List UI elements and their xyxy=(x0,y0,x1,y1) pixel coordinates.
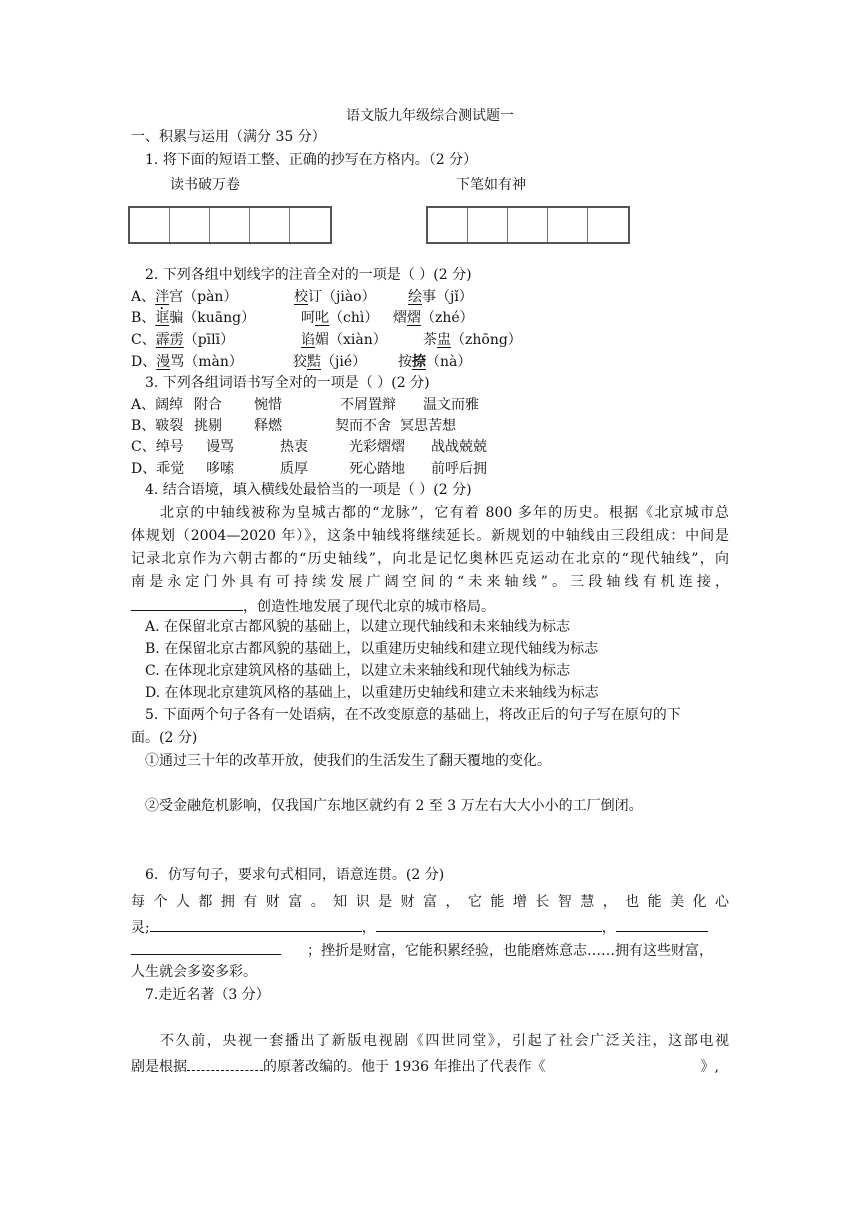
q4-option-a: A. 在保留北京古都风貌的基础上，以建立现代轴线和未来轴线为标志 xyxy=(145,619,571,635)
answer-blank[interactable] xyxy=(131,596,243,611)
word: 订（jiào） xyxy=(308,289,376,305)
q4-option-d: D. 在体现北京建筑风格的基础上，以重建历史轴线和建立未来轴线为标志 xyxy=(145,685,599,701)
word: 狡 xyxy=(293,354,307,370)
q3-row-d xyxy=(131,460,487,478)
underlined-char: 捺 xyxy=(412,354,426,370)
word: 熠 xyxy=(393,310,407,326)
q3-row-b xyxy=(131,417,456,435)
text: 剧是根据 xyxy=(131,1059,187,1075)
q4-option-c: C. 在体现北京建筑风格的基础上，以建立未来轴线和现代轴线为标志 xyxy=(145,663,571,679)
underlined-char: 诓 xyxy=(155,310,170,326)
word: 附合 xyxy=(194,397,222,413)
word: 哆嗦 xyxy=(206,461,234,477)
passage-line: 南是永定门外具有可持续发展广阔空间的“未来轴线”。三段轴线有机连接， xyxy=(131,574,729,590)
word: 前呼后拥 xyxy=(431,461,487,477)
word: 谩骂 xyxy=(206,439,234,455)
word: （zhé） xyxy=(421,310,474,326)
answer-blank[interactable] xyxy=(376,917,602,932)
option-prefix: C、 xyxy=(131,332,156,348)
underlined-char: 谄 xyxy=(301,332,315,348)
imitation-line-4: 人生就会多姿多彩。 xyxy=(131,964,257,980)
q2-option-d xyxy=(131,353,472,371)
underlined-char: 绘 xyxy=(408,289,422,305)
word: 死心踏地 xyxy=(349,461,405,477)
word: 惋惜 xyxy=(254,397,282,413)
option-prefix: B、 xyxy=(131,310,156,326)
grid-cell[interactable] xyxy=(290,208,330,242)
writing-grid-left[interactable] xyxy=(128,206,332,244)
word: A、阔绰 xyxy=(131,397,184,413)
answer-blank[interactable] xyxy=(150,917,362,932)
text: ， xyxy=(361,920,376,936)
phrase-right: 下笔如有神 xyxy=(456,177,526,193)
phrase-left: 读书破万卷 xyxy=(170,177,240,193)
word: 按 xyxy=(398,354,412,370)
q4-option-b: B. 在保留北京古都风貌的基础上，以重建历史轴线和建立现代轴线为标志 xyxy=(145,641,599,657)
passage-line: 体规划（2004—2020 年）》，这条中轴线将继续延长。新规划的中轴线由三段组成：中间是 xyxy=(131,528,729,544)
word: 质厚 xyxy=(280,461,308,477)
word: 热衷 xyxy=(280,439,308,455)
word: （chì） xyxy=(329,310,379,326)
word: （zhōng） xyxy=(451,332,522,348)
word: （pīlī） xyxy=(183,332,235,348)
author-blank[interactable] xyxy=(187,1056,263,1071)
q2-option-b xyxy=(131,309,474,327)
word: 骂（màn） xyxy=(170,354,243,370)
imitation-blanks-line xyxy=(131,917,731,937)
text: ；挫折是财富，它能积累经验，也能磨炼意志……拥有这些财富， xyxy=(307,943,713,959)
word: 温文而雅 xyxy=(423,397,479,413)
grid-cell[interactable] xyxy=(210,208,250,242)
option-prefix: D、 xyxy=(131,354,157,370)
word: （nà） xyxy=(426,354,472,370)
answer-blank[interactable] xyxy=(131,940,281,955)
faulty-sentence-2: ②受金融危机影响，仅我国广东地区就约有 2 至 3 万左右大大小小的工厂倒闭。 xyxy=(145,798,643,814)
text: 灵; xyxy=(131,920,150,936)
word: 呵 xyxy=(301,310,315,326)
underlined-char: 校 xyxy=(294,289,308,305)
text: ， xyxy=(601,920,616,936)
word: 冥思苦想 xyxy=(400,418,456,434)
word: 战战兢兢 xyxy=(431,439,487,455)
grid-cell[interactable] xyxy=(130,208,170,242)
word: 契而不舍 xyxy=(335,418,391,434)
grid-cell[interactable] xyxy=(428,208,468,242)
question-5-stem-cont: 面。(2 分) xyxy=(131,730,198,746)
grid-cell[interactable] xyxy=(170,208,210,242)
word: 骗（kuāng） xyxy=(169,310,256,326)
grid-cell[interactable] xyxy=(548,208,588,242)
underlined-char: 盅 xyxy=(437,332,451,348)
passage-text: ，创造性地发展了现代北京的城市格局。 xyxy=(243,599,495,615)
imitation-line: 每个人都拥有财富。知识是财富，它能增长智慧，也能美化心 xyxy=(131,894,729,910)
text: 》, xyxy=(700,1059,719,1075)
answer-blank[interactable] xyxy=(616,917,708,932)
grid-cell[interactable] xyxy=(250,208,290,242)
underlined-char: 泮 xyxy=(155,289,170,305)
page-title: 语文版九年级综合测试题一 xyxy=(346,108,514,124)
word: C、绰号 xyxy=(131,439,184,455)
question-6-stem: 6．仿写句子，要求句式相同，语意连贯。(2 分) xyxy=(145,867,445,883)
underlined-char: 黠 xyxy=(307,354,321,370)
text: 的原著改编的。他于 1936 年推出了代表作《 xyxy=(263,1059,546,1075)
question-3-stem: 3. 下列各组词语书写全对的一项是（ ）(2 分) xyxy=(145,375,430,391)
question-1-stem: 1. 将下面的短语工整、正确的抄写在方格内。（2 分） xyxy=(145,152,478,168)
underlined-char: 叱 xyxy=(315,310,329,326)
q3-row-c xyxy=(131,438,487,456)
word: 事（jǐ） xyxy=(422,289,473,305)
word: 释燃 xyxy=(254,418,282,434)
passage-line-with-blank xyxy=(131,596,495,616)
faulty-sentence-1: ①通过三十年的改革开放，使我们的生活发生了翻天覆地的变化。 xyxy=(145,753,551,769)
imitation-line-3 xyxy=(131,940,713,960)
question-5-stem: 5. 下面两个句子各有一处语病，在不改变原意的基础上，将改正后的句子写在原句的下 xyxy=(145,707,681,723)
underlined-char: 熠 xyxy=(407,310,421,326)
word: 光彩熠熠 xyxy=(349,439,405,455)
q2-option-c xyxy=(131,331,522,349)
option-prefix: A、 xyxy=(131,289,156,305)
word: B、皲裂 xyxy=(131,418,184,434)
word: 不屑置辩 xyxy=(340,397,396,413)
word: 宫（pàn） xyxy=(169,289,238,305)
underlined-char: 霹雳 xyxy=(155,332,184,348)
word: （jié） xyxy=(321,354,367,370)
section-heading: 一、积累与运用（满分 35 分） xyxy=(131,129,326,145)
underlined-char: 漫 xyxy=(156,354,171,370)
q7-passage-line-2 xyxy=(131,1056,731,1076)
word: D、乖觉 xyxy=(131,461,185,477)
word: 挑剔 xyxy=(194,418,222,434)
word: 媚（xiàn） xyxy=(315,332,387,348)
grid-cell[interactable] xyxy=(588,208,628,242)
grid-cell[interactable] xyxy=(508,208,548,242)
q3-row-a xyxy=(131,396,479,414)
question-2-stem: 2. 下列各组中划线字的注音全对的一项是（ ）(2 分) xyxy=(145,267,472,283)
q7-passage-line: 不久前，央视一套播出了新版电视剧《四世同堂》，引起了社会广泛关注，这部电视 xyxy=(160,1033,729,1049)
question-4-stem: 4. 结合语境，填入横线处最恰当的一项是（ ）(2 分) xyxy=(145,482,472,498)
writing-grid-right[interactable] xyxy=(426,206,630,244)
question-7-stem: 7.走近名著（3 分） xyxy=(145,987,270,1003)
grid-cell[interactable] xyxy=(468,208,508,242)
word: 茶 xyxy=(423,332,437,348)
passage-line: 记录北京作为六朝古都的“历史轴线”，向北是记忆奥林匹克运动在北京的“现代轴线”，向 xyxy=(131,551,729,567)
passage-line: 北京的中轴线被称为皇城古都的“龙脉”，它有着 800 多年的历史。根据《北京城市总 xyxy=(160,505,729,521)
